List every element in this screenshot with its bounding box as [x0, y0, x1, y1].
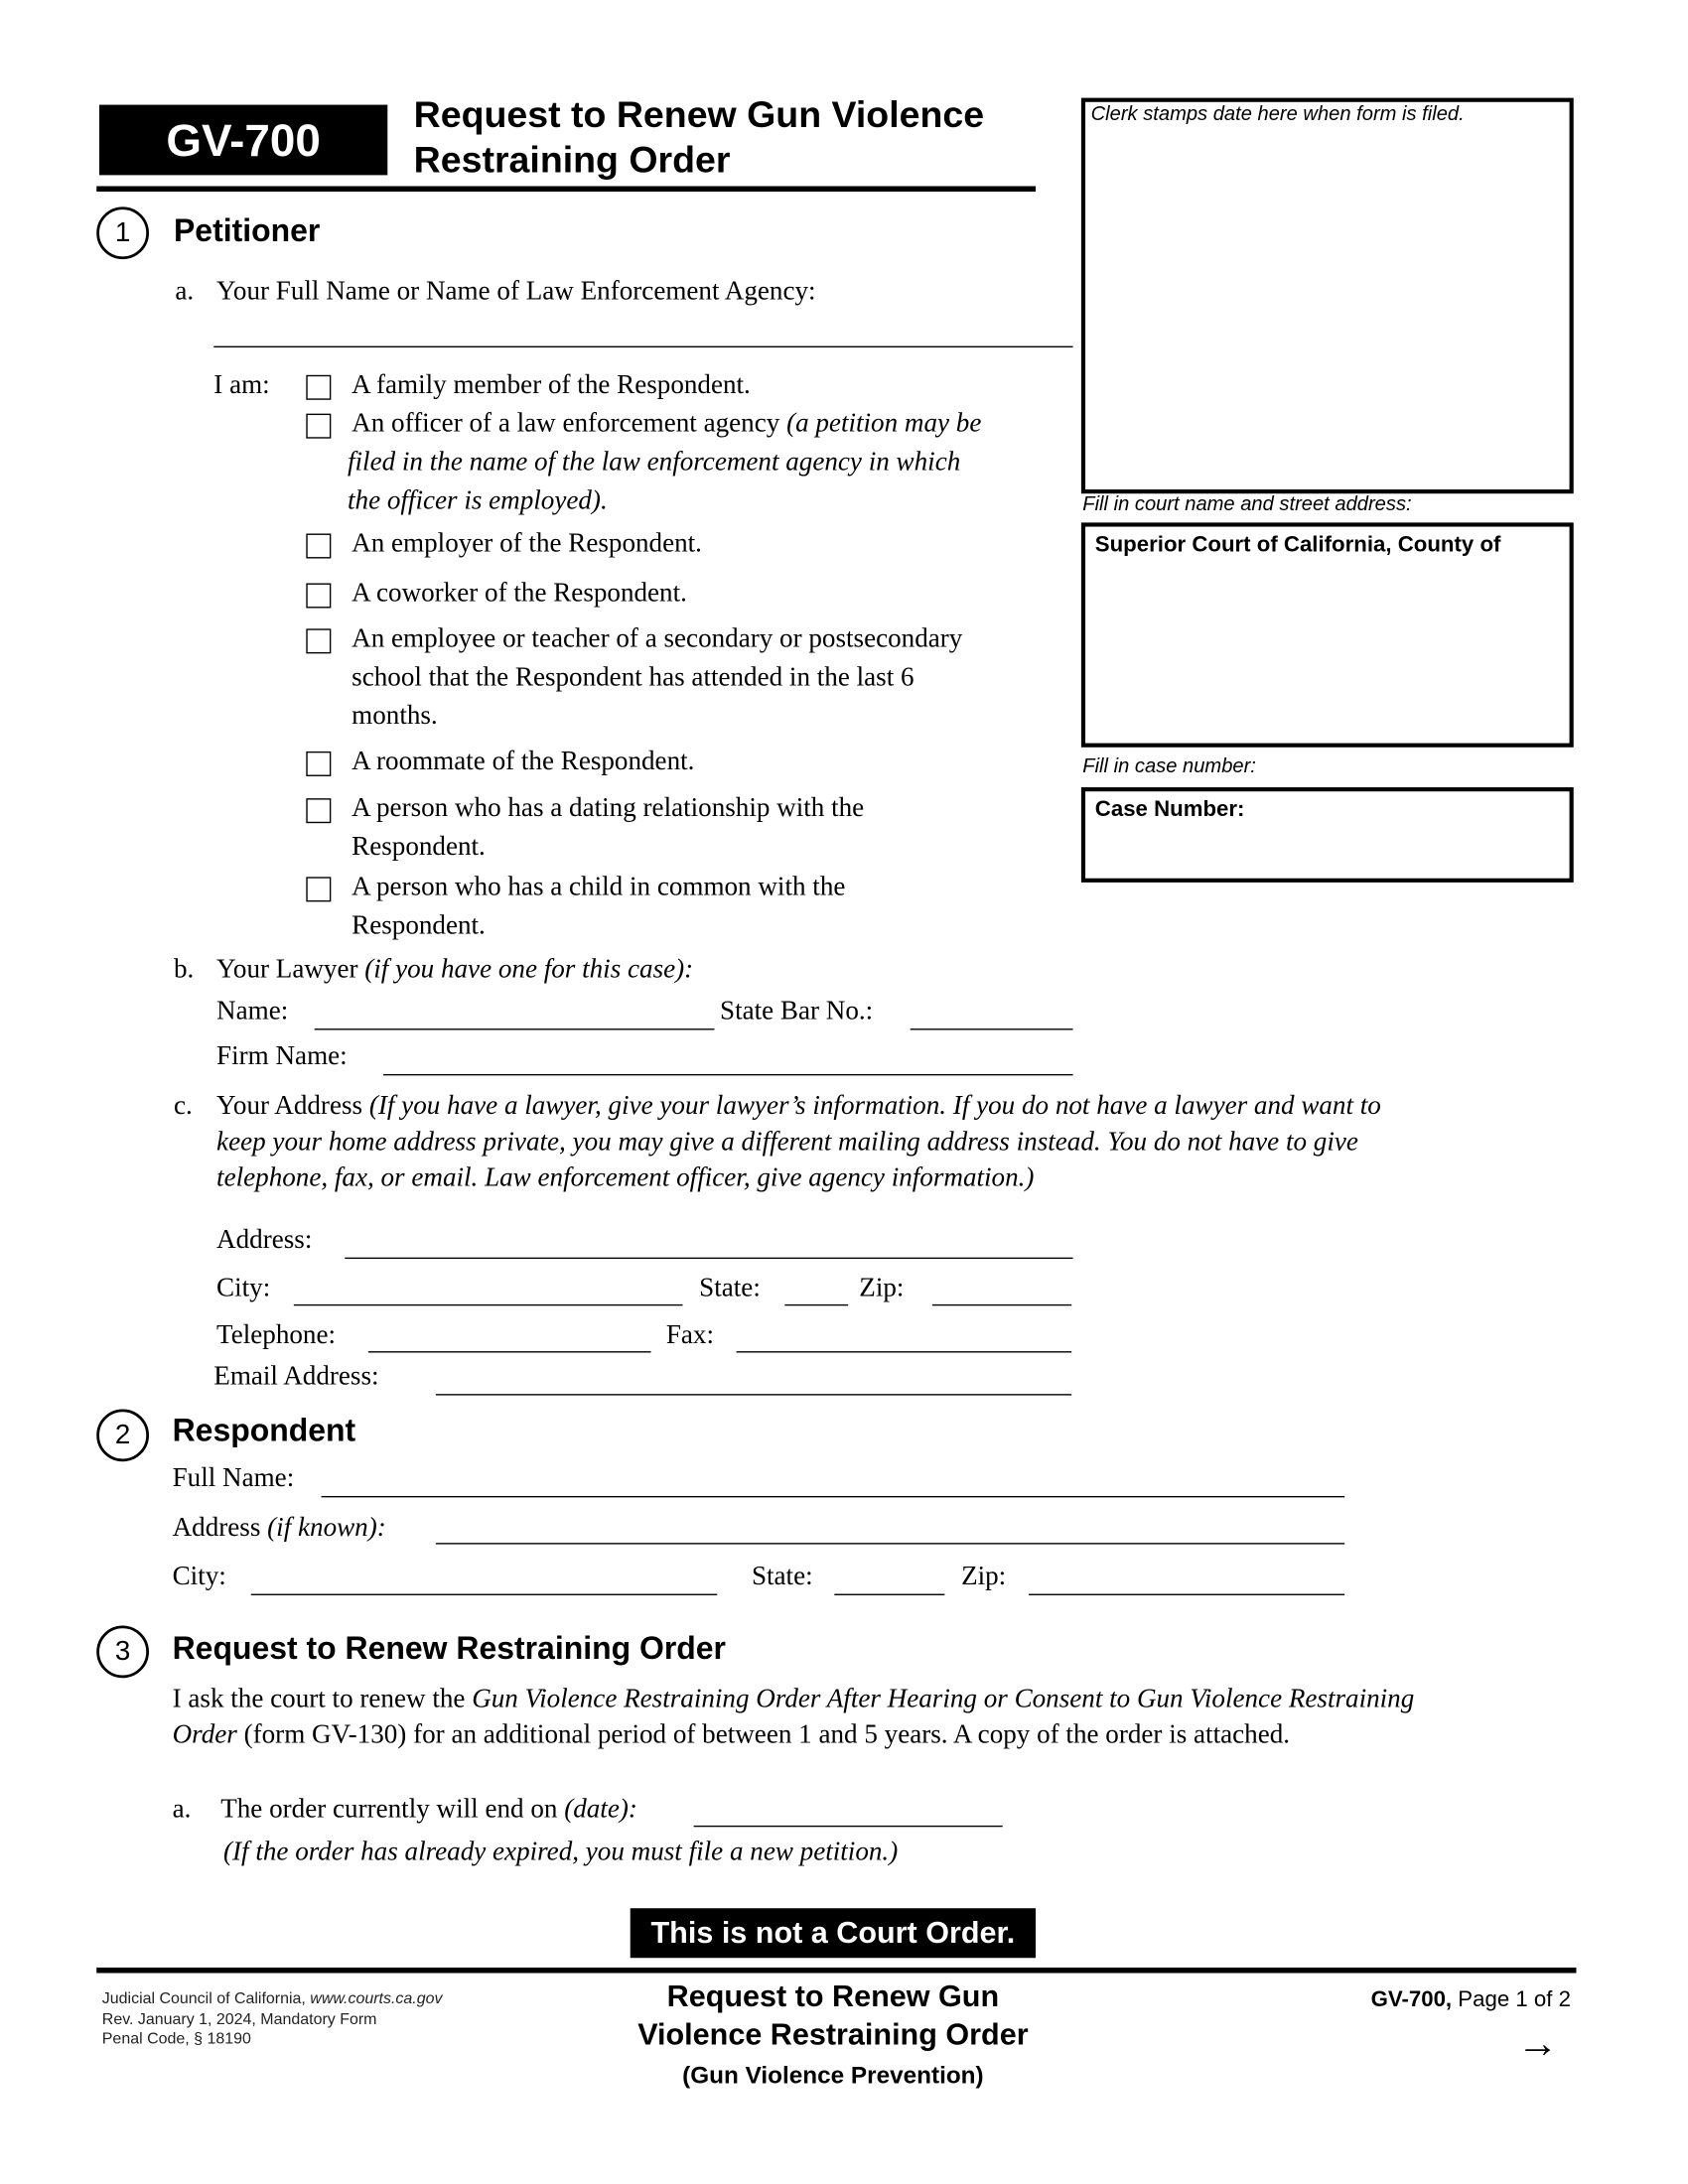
i-am-label: I am:	[213, 370, 270, 400]
petitioner-name-input[interactable]	[213, 346, 1072, 347]
state-bar-input[interactable]	[911, 1028, 1073, 1029]
respondent-address-label: Address (if known):	[172, 1514, 386, 1544]
option-label: A coworker of the Respondent.	[352, 579, 687, 609]
respondent-zip-label: Zip:	[961, 1562, 1007, 1591]
address-label: Address:	[216, 1225, 313, 1255]
option-label: school that the Respondent has attended in the last 6	[352, 663, 914, 693]
respondent-city-input[interactable]	[251, 1594, 717, 1595]
lawyer-name-input[interactable]	[315, 1028, 715, 1029]
address-input[interactable]	[345, 1258, 1072, 1259]
city-input[interactable]	[294, 1304, 683, 1305]
checkbox-school-employee[interactable]	[306, 628, 331, 653]
telephone-input[interactable]	[368, 1351, 651, 1352]
respondent-name-label: Full Name:	[172, 1464, 295, 1494]
checkbox-roommate[interactable]	[306, 751, 331, 776]
respondent-zip-input[interactable]	[1029, 1594, 1344, 1595]
option-label: A family member of the Respondent.	[352, 370, 751, 400]
respondent-state-label: State:	[751, 1562, 813, 1591]
section-title-respondent: Respondent	[172, 1412, 356, 1448]
form-title: Request to Renew Gun Violence Restraining Order	[413, 93, 985, 181]
checkbox-employer[interactable]	[306, 534, 331, 559]
section-title-petitioner: Petitioner	[174, 211, 321, 249]
option-label: Respondent.	[352, 911, 486, 941]
order-end-date-input[interactable]	[694, 1826, 1003, 1827]
renew-paragraph: Order (form GV-130) for an additional period of between 1 and 5 years. A copy of the order is attached.	[172, 1720, 1291, 1750]
state-label: State:	[699, 1274, 761, 1303]
option-label: A person who has a child in common with the	[352, 873, 846, 902]
not-court-order-banner: This is not a Court Order.	[631, 1908, 1036, 1958]
fax-input[interactable]	[737, 1351, 1072, 1352]
case-number-field[interactable]	[1081, 787, 1574, 883]
checkbox-dating[interactable]	[306, 798, 331, 823]
option-label: filed in the name of the law enforcement agency in which	[348, 448, 961, 478]
next-page-arrow-icon[interactable]: →	[1516, 2021, 1559, 2067]
item-letter: a.	[175, 277, 195, 307]
option-label: the officer is employed).	[348, 486, 608, 516]
firm-name-input[interactable]	[383, 1074, 1072, 1075]
item-letter: b.	[174, 955, 195, 985]
option-label: An employee or teacher of a secondary or postsecondary	[352, 624, 963, 654]
item-letter: c.	[174, 1092, 193, 1122]
footer-rule	[96, 1968, 1576, 1974]
section-number-1: 1	[96, 206, 149, 259]
court-text: Superior Court of California, County of	[1094, 533, 1501, 558]
footer-info: Judicial Council of California, www.courts.ca.gov Rev. January 1, 2024, Mandatory Form Penal Code, § 18190	[101, 1990, 443, 2048]
address-instructions-line: keep your home address private, you may give a different mailing address instead. You do not have to give	[216, 1128, 1358, 1158]
checkbox-family-member[interactable]	[306, 375, 331, 400]
city-label: City:	[216, 1274, 271, 1303]
option-label: An officer of a law enforcement agency (a petition may be	[352, 409, 982, 439]
firm-name-label: Firm Name:	[216, 1042, 348, 1072]
lawyer-name-label: Name:	[216, 997, 289, 1026]
option-label: A roommate of the Respondent.	[352, 747, 695, 776]
respondent-name-input[interactable]	[322, 1496, 1345, 1497]
checkbox-child-in-common[interactable]	[306, 877, 331, 901]
address-instructions: Your Address (If you have a lawyer, give your lawyer’s information. If you do not have a lawyer and want to	[216, 1092, 1381, 1122]
case-number-label: Case Number:	[1094, 798, 1245, 822]
zip-label: Zip:	[859, 1274, 905, 1303]
respondent-city-label: City:	[172, 1562, 226, 1591]
footer-title: Request to Renew Gun Violence Restraining Order (Gun Violence Prevention)	[637, 1979, 1029, 2090]
page-number: GV-700, Page 1 of 2	[1370, 1987, 1571, 2012]
email-label: Email Address:	[213, 1362, 379, 1392]
item-letter: a.	[172, 1795, 192, 1825]
zip-input[interactable]	[932, 1304, 1071, 1305]
section-number-2: 2	[96, 1409, 149, 1461]
checkbox-coworker[interactable]	[306, 584, 331, 609]
lawyer-label: Your Lawyer (if you have one for this case):	[216, 955, 694, 985]
option-label: months.	[352, 701, 438, 732]
clerk-stamp-box	[1081, 98, 1574, 494]
fax-label: Fax:	[665, 1320, 714, 1350]
expired-note: (If the order has already expired, you must file a new petition.)	[223, 1838, 899, 1867]
state-bar-label: State Bar No.:	[720, 997, 874, 1026]
address-instructions-line: telephone, fax, or email. Law enforcement officer, give agency information.)	[216, 1163, 1035, 1193]
option-label: A person who has a dating relationship with the	[352, 794, 865, 824]
respondent-state-input[interactable]	[834, 1594, 944, 1595]
header-rule	[96, 187, 1036, 193]
order-end-label: The order currently will end on (date):	[220, 1795, 637, 1825]
section-number-3: 3	[96, 1626, 149, 1679]
form-code-badge: GV-700	[99, 105, 387, 176]
email-input[interactable]	[436, 1394, 1071, 1395]
petitioner-name-label: Your Full Name or Name of Law Enforcement Agency:	[216, 277, 816, 307]
case-label: Fill in case number:	[1082, 755, 1256, 778]
checkbox-law-enforcement[interactable]	[306, 414, 331, 439]
option-label: Respondent.	[352, 832, 486, 863]
state-input[interactable]	[784, 1304, 848, 1305]
renew-paragraph: I ask the court to renew the Gun Violence Restraining Order After Hearing or Consent to Gun Violence Restraining	[172, 1685, 1415, 1714]
section-title-renew: Request to Renew Restraining Order	[172, 1629, 726, 1666]
respondent-address-input[interactable]	[436, 1543, 1344, 1544]
telephone-label: Telephone:	[216, 1320, 337, 1350]
court-name-field[interactable]	[1081, 522, 1574, 747]
option-label: An employer of the Respondent.	[352, 529, 702, 559]
clerk-stamp-label: Clerk stamps date here when form is filed.	[1090, 103, 1465, 126]
court-label: Fill in court name and street address:	[1082, 493, 1412, 516]
